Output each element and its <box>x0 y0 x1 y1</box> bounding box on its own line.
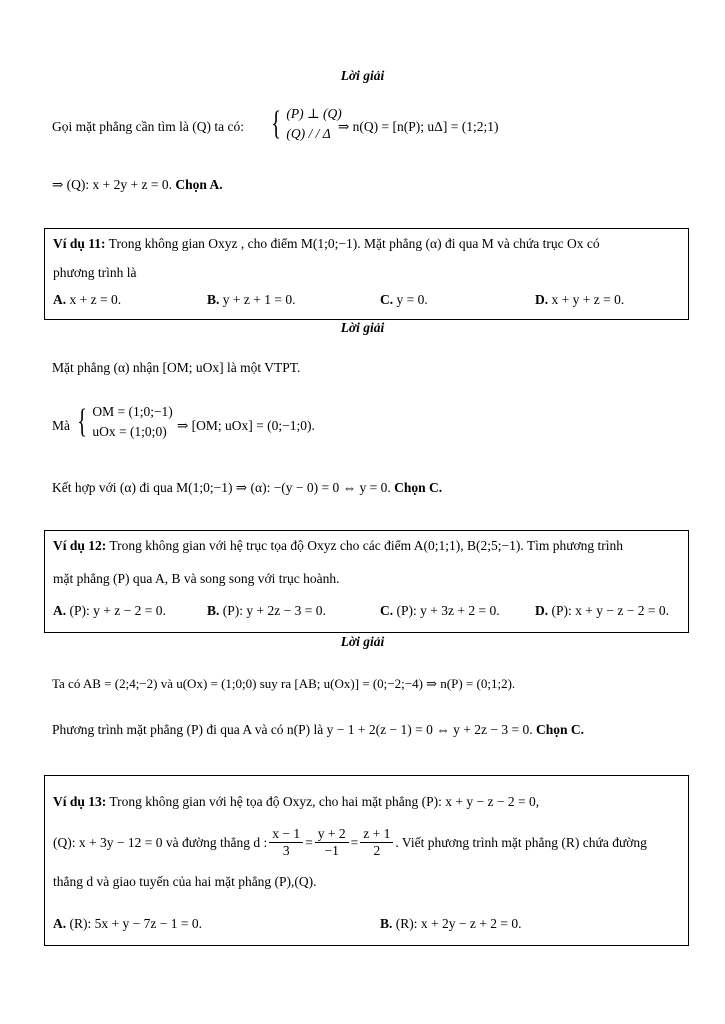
sol11-system <box>74 402 173 442</box>
sol11-implication: ⇒ [OM; uOx] = (0;−1;0). <box>177 418 315 433</box>
sol12-answer: Chọn C. <box>535 722 584 737</box>
option-key: C. <box>380 603 394 618</box>
solution-heading: Lời giải <box>340 634 385 649</box>
ex12-option-c <box>380 603 500 619</box>
brace-icon: { <box>77 403 88 440</box>
ex12-text2: mặt phẳng (P) qua A, B và song song với trục hoành. <box>53 571 340 586</box>
equals-sign: = <box>350 834 359 850</box>
ex12-label: Ví dụ 12: <box>53 538 107 553</box>
ex13-line1 <box>53 794 539 810</box>
ex13-text2a: (Q): x + 3y − 12 = 0 và đường thẳng d : <box>53 834 268 850</box>
ex13-line2 <box>53 826 647 859</box>
sol12-line1: Ta có AB = (2;4;−2) và u(Ox) = (1;0;0) suy ra [AB; u(Ox)] = (0;−2;−4) ⇒ n(P) = (0;1;2). <box>52 676 516 691</box>
example-12-box <box>44 530 689 633</box>
equals-sign: = <box>305 834 313 850</box>
ex11-option-b <box>207 292 295 308</box>
sol12-line2: Phương trình mặt phẳng (P) đi qua A và có n(P) là y − 1 + 2(z − 1) = 0 ⇔ y + 2z − 3 = 0. <box>52 722 533 737</box>
ex12-option-d <box>535 603 669 619</box>
sol10-conclusion: ⇒ (Q): x + 2y + z = 0. <box>52 177 173 192</box>
ex13-option-b <box>380 916 521 932</box>
sol11-sys-line1: OM = (1;0;−1) <box>92 404 173 419</box>
fraction-x <box>269 826 303 859</box>
option-text: (R): x + 2y − z + 2 = 0. <box>395 916 522 931</box>
option-key: B. <box>207 292 220 307</box>
option-key: D. <box>535 292 549 307</box>
sol10-system <box>268 104 342 144</box>
example-13-box <box>44 775 689 946</box>
fraction-denominator: 3 <box>282 843 290 858</box>
ex11-option-d <box>535 292 624 308</box>
ex11-line1 <box>53 236 600 252</box>
sol10-implication: ⇒ n(Q) = [n(P); uΔ] = (1;2;1) <box>338 119 499 134</box>
option-text: (P): y + 3z + 2 = 0. <box>396 603 500 618</box>
option-text: y = 0. <box>396 292 428 307</box>
option-key: A. <box>53 603 67 618</box>
ex12-option-b <box>207 603 326 619</box>
option-text: (P): y + 2z − 3 = 0. <box>222 603 326 618</box>
solution-heading: Lời giải <box>340 320 385 335</box>
option-key: D. <box>535 603 549 618</box>
option-text: (R): 5x + y − 7z − 1 = 0. <box>69 916 202 931</box>
ex13-text1: Trong không gian với hệ tọa độ Oxyz, cho hai mặt phẳng (P): x + y − z − 2 = 0, <box>109 794 540 809</box>
example-11-box <box>44 228 689 320</box>
sol10-sys-line2: (Q) / / Δ <box>286 126 331 141</box>
ex12-option-a <box>53 603 166 619</box>
ex11-option-a <box>53 292 121 308</box>
sol12-line2-row <box>52 722 584 738</box>
option-text: (P): y + z − 2 = 0. <box>69 603 166 618</box>
ex11-option-c <box>380 292 428 308</box>
sol10-answer: Chọn A. <box>175 177 223 192</box>
sol11-conclusion-row <box>52 480 442 496</box>
option-key: B. <box>207 603 220 618</box>
sol11-ma: Mà <box>52 418 70 433</box>
option-key: A. <box>53 292 67 307</box>
brace-icon: { <box>271 105 282 142</box>
option-key: B. <box>380 916 393 931</box>
fraction-denominator: −1 <box>324 843 339 858</box>
option-text: x + z = 0. <box>69 292 122 307</box>
option-text: y + z + 1 = 0. <box>222 292 296 307</box>
option-text: x + y + z = 0. <box>551 292 625 307</box>
sol11-line1: Mặt phẳng (α) nhận [OM; uOx] là một VTPT. <box>52 360 301 375</box>
sol10-conclusion-row <box>52 177 223 193</box>
sol11-conclusion: Kết hợp với (α) đi qua M(1;0;−1) ⇒ (α): −(y − 0) = 0 ⇔ y = 0. <box>52 480 391 495</box>
sol10-intro: Gọi mặt phẳng cần tìm là (Q) ta có: <box>52 119 244 134</box>
ex12-text1: Trong không gian với hệ trục tọa độ Oxyz cho các điểm A(0;1;1), B(2;5;−1). Tìm phương trình <box>109 538 624 553</box>
ex11-text1: Trong không gian Oxyz , cho điểm M(1;0;−1). Mặt phẳng (α) đi qua M và chứa trục Ox có <box>108 236 600 251</box>
option-key: C. <box>380 292 394 307</box>
ex11-text2: phương trình là <box>53 265 137 280</box>
sol11-sys-line2: uOx = (1;0;0) <box>92 424 167 439</box>
ex11-label: Ví dụ 11: <box>53 236 106 251</box>
ex12-line1 <box>53 538 623 554</box>
fraction-y <box>315 826 349 859</box>
option-text: (P): x + y − z − 2 = 0. <box>551 603 669 618</box>
fraction-numerator: y + 2 <box>315 826 349 843</box>
ex13-text3: thẳng d và giao tuyến của hai mặt phẳng (P),(Q). <box>53 874 317 889</box>
option-key: A. <box>53 916 67 931</box>
fraction-z <box>360 826 393 859</box>
solution-heading: Lời giải <box>340 68 385 83</box>
fraction-numerator: x − 1 <box>269 826 303 843</box>
fraction-numerator: z + 1 <box>360 826 393 843</box>
sol11-answer: Chọn C. <box>394 480 443 495</box>
ex13-label: Ví dụ 13: <box>53 794 107 809</box>
ex13-text2b: . Viết phương trình mặt phẳng (R) chứa đường <box>395 834 647 850</box>
ex13-option-a <box>53 916 202 932</box>
fraction-denominator: 2 <box>373 843 381 858</box>
sol10-sys-line1: (P) ⊥ (Q) <box>286 106 342 121</box>
